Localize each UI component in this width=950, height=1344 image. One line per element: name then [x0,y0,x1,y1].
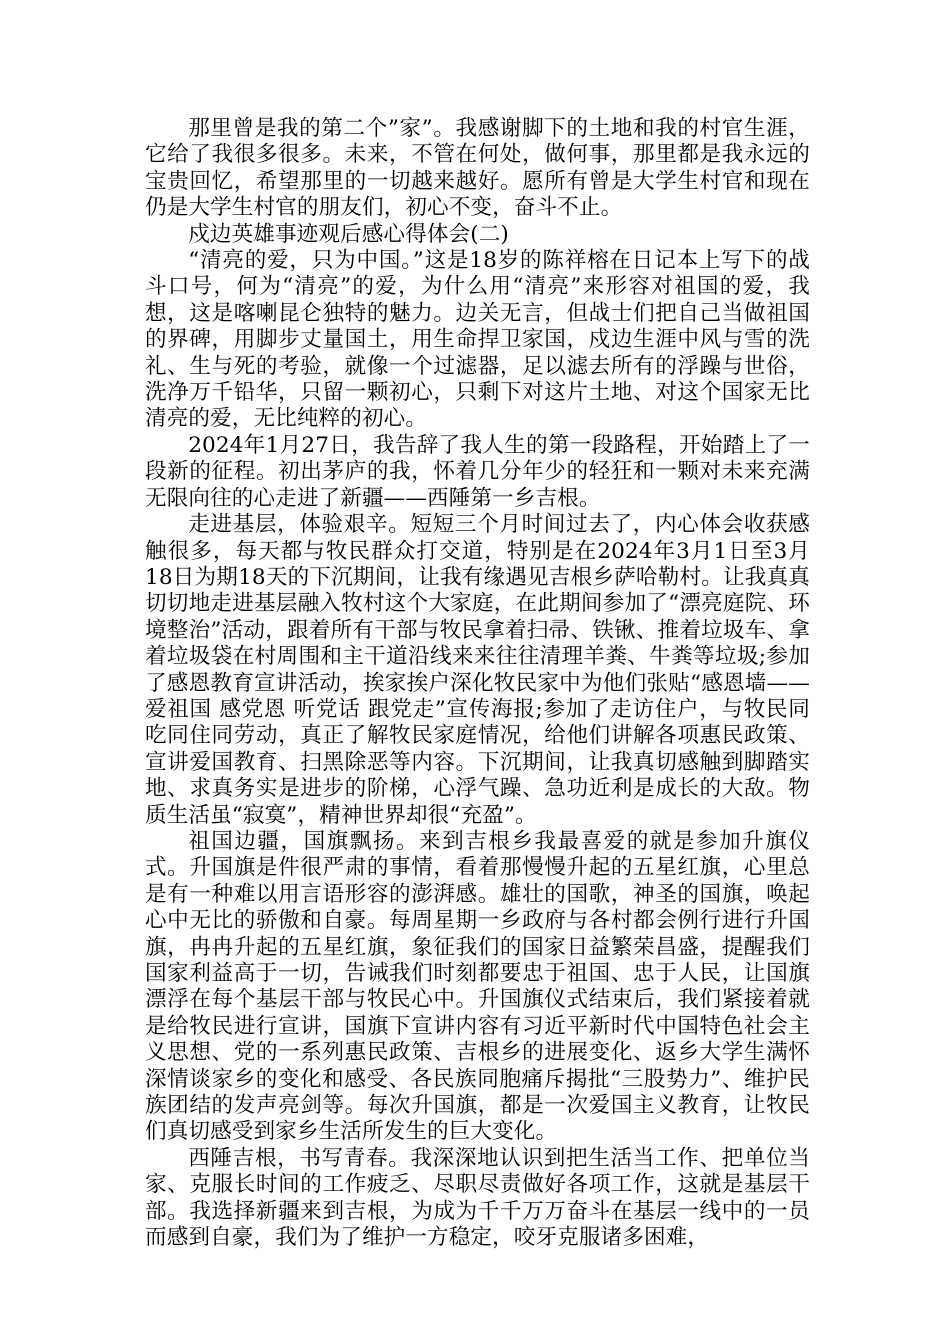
paragraph-5: 祖国边疆，国旗飘扬。来到吉根乡我最喜爱的就是参加升旗仪式。升国旗是件很严肃的事情，看着那慢慢升起的五星红旗，心里总是有一种难以用言语形容的澎湃感。雄壮的国歌，神圣的国旗，唤起心中无比的骄傲和自豪。每周星期一乡政府与各村都会例行进行升国旗，冉冉升起的五星红旗，象征我们的国家日益繁荣昌盛，提醒我们国家利益高于一切，告诫我们时刻都要忠于祖国、忠于人民，让国旗漂浮在每个基层干部与牧民心中。升国旗仪式结束后，我们紧接着就是给牧民进行宣讲，国旗下宣讲内容有习近平新时代中国特色社会主义思想、党的一系列惠民政策、吉根乡的进展变化、返乡大学生满怀深情谈家乡的变化和感受、各民族同胞痛斥揭批“三股势力”、维护民族团结的发声亮剑等。每次升国旗，都是一次爱国主义教育，让牧民们真切感受到家乡生活所发生的巨大变化。 [145,828,810,1145]
paragraph-1: 那里曾是我的第二个”家”。我感谢脚下的土地和我的村官生涯，它给了我很多很多。未来，不管在何处，做何事，那里都是我永远的宝贵回忆，希望那里的一切越来越好。愿所有曾是大学生村官和现在仍是大学生村官的朋友们，初心不变，奋斗不止。 [145,116,810,221]
paragraph-4: 走进基层，体验艰辛。短短三个月时间过去了，内心体会收获感触很多，每天都与牧民群众打交道，特别是在2024年3月1日至3月18日为期18天的下沉期间，让我有缘遇见吉根乡萨哈勒村。让我真真切切地走进基层融入牧村这个大家庭，在此期间参加了“漂亮庭院、环境整治”活动，跟着所有干部与牧民拿着扫帚、铁锹、推着垃圾车、拿着垃圾袋在村周围和主干道沿线来来往往清理羊粪、牛粪等垃圾;参加了感恩教育宣讲活动，挨家挨户深化牧民家中为他们张贴“感恩墙——爱祖国 感党恩 听党话 跟党走”宣传海报;参加了走访住户，与牧民同吃同住同劳动，真正了解牧民家庭情况，给他们讲解各项惠民政策、宣讲爱国教育、扫黑除恶等内容。下沉期间，让我真切感触到脚踏实地、求真务实是进步的阶梯，心浮气躁、急功近利是成长的大敌。物质生活虽“寂寞”，精神世界却很“充盈”。 [145,512,810,828]
paragraph-3: 2024年1月27日，我告辞了我人生的第一段路程，开始踏上了一段新的征程。初出茅庐的我，怀着几分年少的轻狂和一颗对未来充满无限向往的心走进了新疆——西陲第一乡吉根。 [145,432,810,511]
document-page [145,116,810,1251]
paragraph-6: 西陲吉根，书写青春。我深深地认识到把生活当工作、把单位当家、克服长时间的工作疲乏、尽职尽责做好各项工作，这就是基层干部。我选择新疆来到吉根，为成为千千万万奋斗在基层一线中的一员而感到自豪，我们为了维护一方稳定，咬牙克服诸多困难， [145,1145,810,1251]
section-heading: 戍边英雄事迹观后感心得体会(二) [188,221,509,247]
paragraph-2: “清亮的爱，只为中国。”这是18岁的陈祥榕在日记本上写下的战斗口号，何为“清亮”的爱，为什么用“清亮”来形容对祖国的爱，我想，这是喀喇昆仑独特的魅力。边关无言，但战士们把自己当做祖国的界碑，用脚步丈量国土，用生命捍卫家国，戍边生涯中风与雪的洗礼、生与死的考验，就像一个过滤器，足以滤去所有的浮躁与世俗，洗净万千铅华，只留一颗初心，只剩下对这片土地、对这个国家无比清亮的爱，无比纯粹的初心。 [145,248,810,432]
